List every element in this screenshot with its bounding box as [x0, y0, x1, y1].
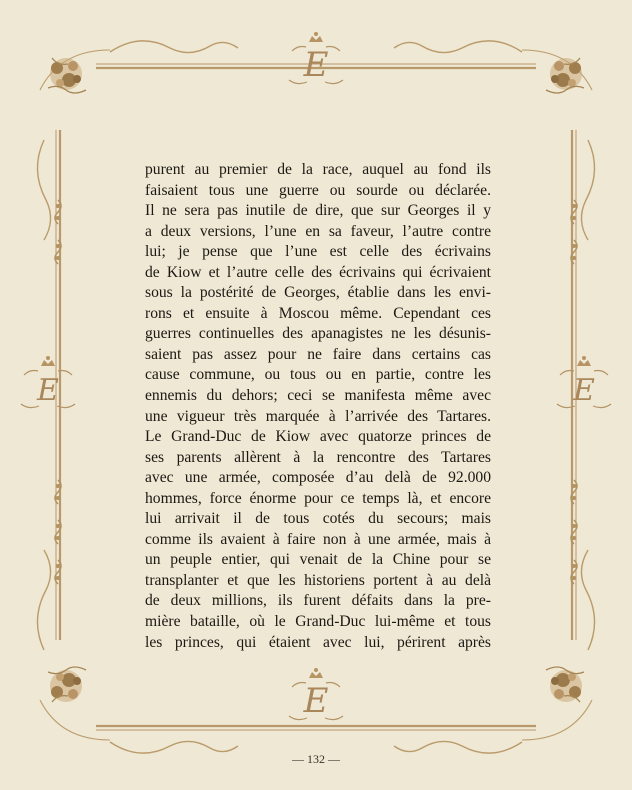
- text-line: faisaient tous une guerre ou sourde ou déclarée.: [145, 181, 491, 199]
- text-line: sous la postérité de Georges, établie dans les envi-: [145, 284, 491, 302]
- corner-bouquet-top-right: [546, 58, 584, 93]
- text-line: avec une armée, composée d’au delà de 92.000: [145, 469, 491, 487]
- text-line: rons et ensuite à Moscou même. Cependant ces: [145, 304, 491, 322]
- text-line: Le Grand-Duc de Kiow avec quatorze princes de: [145, 428, 491, 446]
- text-line: guerres continuelles des apanagistes ne les désunis-: [145, 325, 491, 343]
- corner-bouquet-top-left: [48, 58, 86, 93]
- monogram-left: [21, 356, 75, 408]
- text-line: comme ils avaient à faire non à une armée, mais à: [145, 530, 491, 548]
- monogram-right-letter: E: [573, 373, 595, 408]
- text-line: purent au premier de la race, auquel au fond ils: [145, 161, 491, 178]
- text-line: Il ne sera pas inutile de dire, que sur Georges il y: [145, 202, 491, 220]
- text-line: hommes, force énorme pour ce temps là, et encore: [145, 489, 491, 507]
- text-line: de deux millions, ils furent défaits dans la pre-: [145, 592, 491, 610]
- body-text: [145, 160, 491, 653]
- text-line: transplanter et que les historiens portent à au delà: [145, 571, 491, 589]
- text-line: une vigueur très marquée à l’arrivée des Tartares.: [145, 407, 491, 425]
- monogram-top: [289, 32, 343, 85]
- monogram-left-letter: E: [37, 373, 59, 408]
- text-line: saient pas assez pour ne faire dans certains cas: [145, 345, 491, 363]
- text-line: lui arrivait il de tous cotés du secours; mais: [145, 510, 491, 528]
- text-line: ses parents allèrent à la rencontre des Tartares: [145, 448, 491, 466]
- text-line: ennemis du dehors; ceci se manifesta même avec: [145, 387, 491, 405]
- monogram-bottom-letter: E: [303, 681, 329, 721]
- text-line: de Kiow et l’autre celle des écrivains qui écrivaient: [145, 263, 491, 281]
- text-line: les princes, qui étaient avec lui, périrent après: [145, 633, 491, 651]
- monogram-right: [557, 356, 611, 408]
- monogram-bottom: [289, 668, 343, 721]
- text-line: a deux versions, l’une en sa faveur, l’autre contre: [145, 222, 491, 240]
- text-line: un peuple entier, qui venait de la Chine pour se: [145, 551, 491, 569]
- page-number: — 132 —: [292, 752, 340, 766]
- text-line: mière bataille, où le Grand-Duc lui-même et tous: [145, 613, 491, 631]
- monogram-top-letter: E: [303, 45, 329, 85]
- text-line: cause commune, ou tous ou en partie, contre les: [145, 366, 491, 384]
- corner-bouquet-bottom-right: [546, 667, 584, 702]
- text-line: lui; je pense que l’une est celle des écrivains: [145, 243, 491, 261]
- corner-bouquet-bottom-left: [48, 667, 86, 702]
